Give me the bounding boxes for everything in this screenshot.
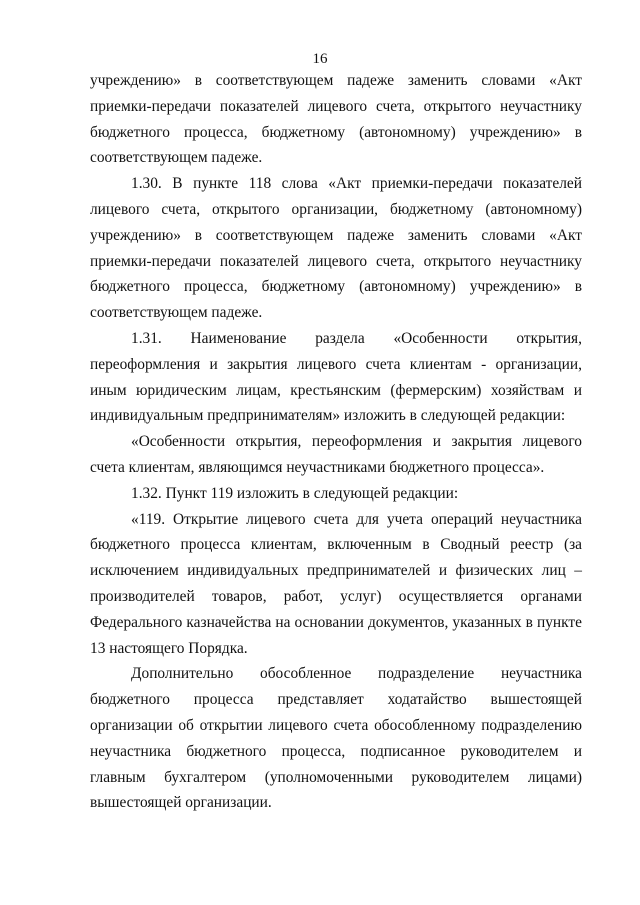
paragraph-1-31: 1.31. Наименование раздела «Особенности открытия, переоформления и закрытия лицевого счета клиентам - организации, иным юридическим лицам, крестьянским (фермерским) хозяйствам и индивидуальным предпринимателям» изложить в следующей редакции:: [90, 329, 582, 425]
paragraph-119: «119. Открытие лицевого счета для учета операций неучастника бюджетного процесса клиентам, включенным в Сводный реестр (за исключением индивидуальных предпринимателей и физических лиц – производителей товаров, работ, услуг) осуществляется органами Федерального казначейства на основании документов, указанных в пункте 13 настоящего Порядка.: [90, 510, 582, 657]
page-number: 16: [312, 51, 328, 67]
paragraph-section-title-quote: «Особенности открытия, переоформления и закрытия лицевого счета клиентам, являющимся неучастниками бюджетного процесса».: [90, 433, 582, 476]
paragraph-additional: Дополнительно обособленное подразделение неучастника бюджетного процесса представляет ходатайство вышестоящей организации об открытии лицевого счета обособленному подразделению неучастника бюджетного процесса, подписанное руководителем и главным бухгалтером (уполномоченными руководителем лицами) вышестоящей организации.: [90, 665, 582, 812]
paragraph-1-32: 1.32. Пункт 119 изложить в следующей редакции:: [131, 484, 459, 502]
document-body: [90, 68, 582, 816]
paragraph-1-30: 1.30. В пункте 118 слова «Акт приемки-передачи показателей лицевого счета, открытого организации, бюджетному (автономному) учреждению» в соответствующем падеже заменить словами «Акт приемки-передачи показателей лицевого счета, открытого неучастнику бюджетного процесса, бюджетному (автономному) учреждению» в соответствующем падеже.: [90, 175, 582, 322]
paragraph-continuation: учреждению» в соответствующем падеже заменить словами «Акт приемки-передачи показателей лицевого счета, открытого неучастнику бюджетного процесса, бюджетному (автономному) учреждению» в соответствующем падеже.: [90, 72, 582, 167]
